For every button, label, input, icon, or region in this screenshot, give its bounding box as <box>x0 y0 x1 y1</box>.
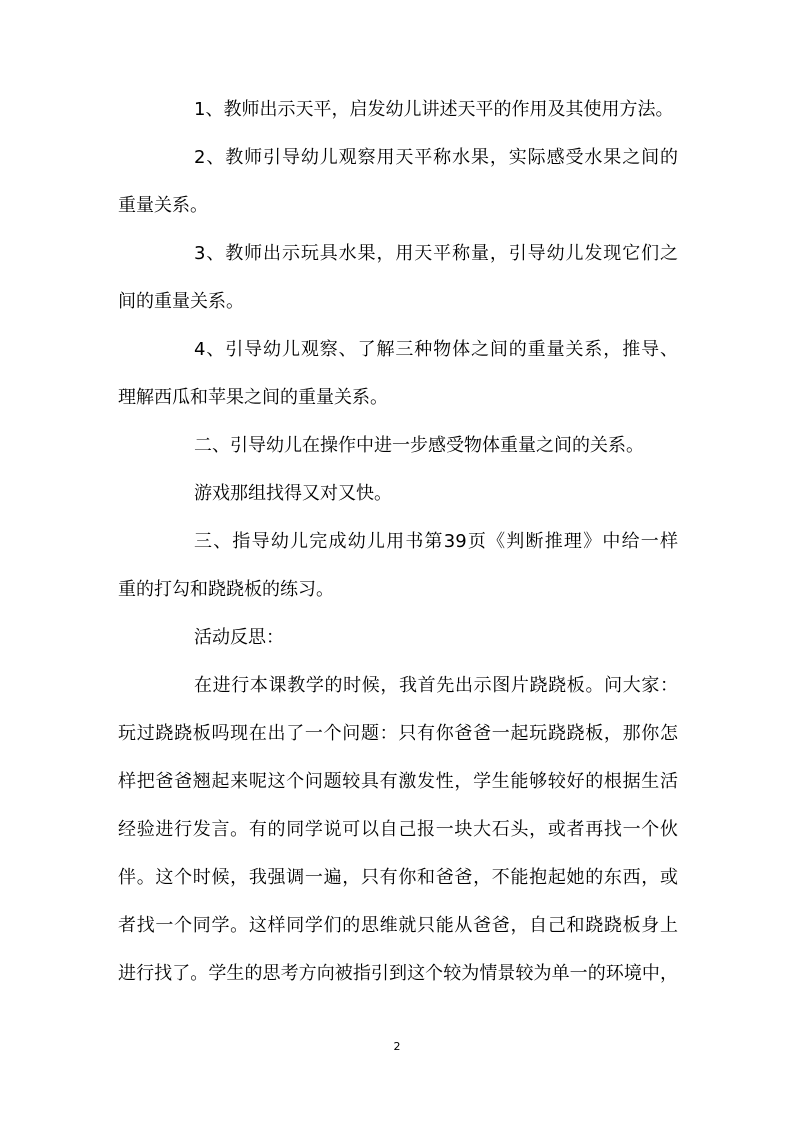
text-line-9: 游戏那组找得又对又快。 <box>194 483 392 504</box>
text-line-2: 2、教师引导幼儿观察用天平称水果，实际感受水果之间的 <box>194 147 678 168</box>
text-line-8: 二、引导幼儿在操作中进一步感受物体重量之间的关系。 <box>194 435 644 456</box>
text-line-15: 样把爸爸翘起来呢这个问题较具有激发性，学生能够较好的根据生活 <box>118 771 678 792</box>
text-line-3: 重量关系。 <box>118 195 208 216</box>
text-line-16: 经验进行发言。有的同学说可以自己报一块大石头，或者再找一个伙 <box>118 819 678 840</box>
text-line-11: 重的打勾和跷跷板的练习。 <box>118 579 334 600</box>
text-line-13: 在进行本课教学的时候，我首先出示图片跷跷板。问大家： <box>194 675 678 696</box>
text-line-17: 伴。这个时候，我强调一遍，只有你和爸爸，不能抱起她的东西，或 <box>118 867 678 888</box>
page-number: 2 <box>393 1040 401 1053</box>
text-line-10: 三、指导幼儿完成幼儿用书第39页《判断推理》中给一样 <box>194 531 678 552</box>
text-line-12: 活动反思： <box>194 627 284 648</box>
text-line-18: 者找一个同学。这样同学们的思维就只能从爸爸，自己和跷跷板身上 <box>118 915 678 936</box>
text-line-19: 进行找了。学生的思考方向被指引到这个较为情景较为单一的环境中， <box>118 963 678 984</box>
text-line-4: 3、教师出示玩具水果，用天平称量，引导幼儿发现它们之 <box>194 243 678 264</box>
text-line-5: 间的重量关系。 <box>118 291 244 312</box>
text-line-6: 4、引导幼儿观察、了解三种物体之间的重量关系，推导、 <box>194 339 678 360</box>
text-line-1: 1、教师出示天平，启发幼儿讲述天平的作用及其使用方法。 <box>194 99 674 120</box>
text-line-14: 玩过跷跷板吗现在出了一个问题：只有你爸爸一起玩跷跷板，那你怎 <box>118 723 678 744</box>
text-line-7: 理解西瓜和苹果之间的重量关系。 <box>118 387 388 408</box>
